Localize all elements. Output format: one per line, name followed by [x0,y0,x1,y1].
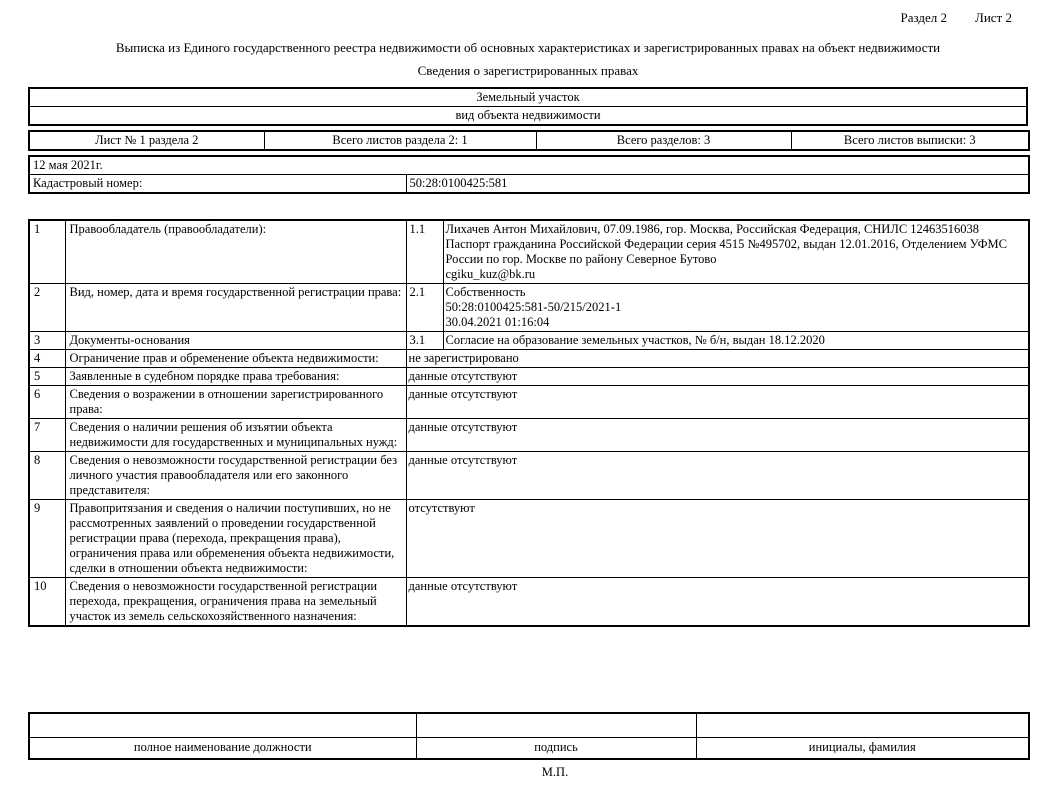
rights-table [28,219,1030,627]
cadastral-number-value: 50:28:0100425:581 [406,175,1029,194]
rights-row-7 [29,419,1029,452]
right-type: Собственность [445,285,526,299]
row-number: 8 [29,452,65,500]
rightholder-email: cgiku_kuz@bk.ru [445,267,536,281]
signature-input-cell [416,713,696,737]
row-label: Сведения о невозможности государственной регистрации перехода, прекращения, ограничения права на земельный участок из земель сельскохозяйственного назначения: [65,578,406,627]
signature-table [28,712,1030,760]
row-number: 9 [29,500,65,578]
rights-row-10 [29,578,1029,627]
rights-row-8 [29,452,1029,500]
row-number: 5 [29,368,65,386]
rights-row-2 [29,284,1029,332]
initials-label: инициалы, фамилия [696,737,1029,759]
date-cadastral-table [28,155,1030,194]
sheet-label: Лист 2 [975,10,1012,25]
rights-row-5 [29,368,1029,386]
stamp-place-label: М.П. [541,765,569,779]
row-label: Заявленные в судебном порядке права требования: [65,368,406,386]
signature-input-row [29,713,1029,737]
row-value-text: данные отсутствуют [408,420,518,434]
row-value-text: не зарегистрировано [408,351,519,365]
rights-row-3 [29,332,1029,350]
row-number: 6 [29,386,65,419]
section-label: Раздел 2 [900,10,948,25]
row-number: 3 [29,332,65,350]
row-label: Ограничение прав и обременение объекта недвижимости: [65,350,406,368]
row-value [443,332,1029,350]
object-type-row [29,88,1027,107]
row-value-text: данные отсутствуют [408,453,518,467]
row-number: 1 [29,220,65,284]
row-subnumber: 3.1 [406,332,443,350]
document-title: Выписка из Единого государственного реестра недвижимости об основных характеристиках и зарегистрированных правах на объект недвижимости [115,40,941,55]
basis-document: Согласие на образование земельных участков, № б/н, выдан 18.12.2020 [445,333,825,347]
object-type-value: Земельный участок [29,88,1027,107]
row-value [443,284,1029,332]
row-value [406,500,1029,578]
row-value [443,220,1029,284]
cadastral-number-row [29,175,1029,194]
rightholder-details: Лихачев Антон Михайлович, 07.09.1986, гор. Москва, Российская Федерация, СНИЛС 12463516038 Паспорт гражданина Российской Федерации серия 4515 №495702, выдан 12.01.2016, Отделением УФМС России по гор. Москве по району Северное Бутово [445,222,1007,266]
document-subtitle: Сведения о зарегистрированных правах [417,63,639,78]
row-value [406,368,1029,386]
extract-date: 12 мая 2021г. [29,156,1029,175]
extract-date-row [29,156,1029,175]
rights-row-4 [29,350,1029,368]
row-label: Сведения о наличии решения об изъятии объекта недвижимости для государственных и муниципальных нужд: [65,419,406,452]
row-label: Вид, номер, дата и время государственной регистрации права: [65,284,406,332]
total-sections-cell: Всего разделов: 3 [536,131,791,150]
row-number: 7 [29,419,65,452]
position-input-cell [29,713,416,737]
signature-labels-row [29,737,1029,759]
rights-row-6 [29,386,1029,419]
position-label: полное наименование должности [29,737,416,759]
row-value [406,452,1029,500]
row-label: Сведения о невозможности государственной регистрации без личного участия правообладателя или его законного представителя: [65,452,406,500]
row-number: 10 [29,578,65,627]
row-value [406,350,1029,368]
initials-input-cell [696,713,1029,737]
sheets-info-table [28,130,1030,151]
registration-datetime: 30.04.2021 01:16:04 [445,315,550,329]
object-type-table [28,87,1028,126]
row-subnumber: 1.1 [406,220,443,284]
row-label: Сведения о возражении в отношении зарегистрированного права: [65,386,406,419]
row-value-text: данные отсутствуют [408,579,518,593]
object-type-caption-row [29,107,1027,126]
row-value-text: отсутствуют [408,501,475,515]
row-number: 4 [29,350,65,368]
row-value [406,578,1029,627]
rights-row-1 [29,220,1029,284]
row-value-text: данные отсутствуют [408,369,518,383]
object-type-caption: вид объекта недвижимости [29,107,1027,126]
row-subnumber: 2.1 [406,284,443,332]
row-value [406,419,1029,452]
sheets-info-row [29,131,1029,150]
sheet-number-cell: Лист № 1 раздела 2 [29,131,264,150]
signature-label: подпись [416,737,696,759]
row-number: 2 [29,284,65,332]
row-value [406,386,1029,419]
row-value-text: данные отсутствуют [408,387,518,401]
row-label: Документы-основания [65,332,406,350]
rights-row-9 [29,500,1029,578]
cadastral-number-label: Кадастровый номер: [29,175,406,194]
registration-number: 50:28:0100425:581-50/215/2021-1 [445,300,622,314]
row-label: Правопритязания и сведения о наличии поступивших, но не рассмотренных заявлений о проведении государственной регистрации права (перехода, прекращения права), ограничения права или обременения объекта недвижимости, сделки в отношении объекта недвижимости: [65,500,406,578]
page-corner-labels [28,10,1028,26]
total-sheets-extract-cell: Всего листов выписки: 3 [791,131,1029,150]
total-sheets-section-cell: Всего листов раздела 2: 1 [264,131,536,150]
row-label: Правообладатель (правообладатели): [65,220,406,284]
